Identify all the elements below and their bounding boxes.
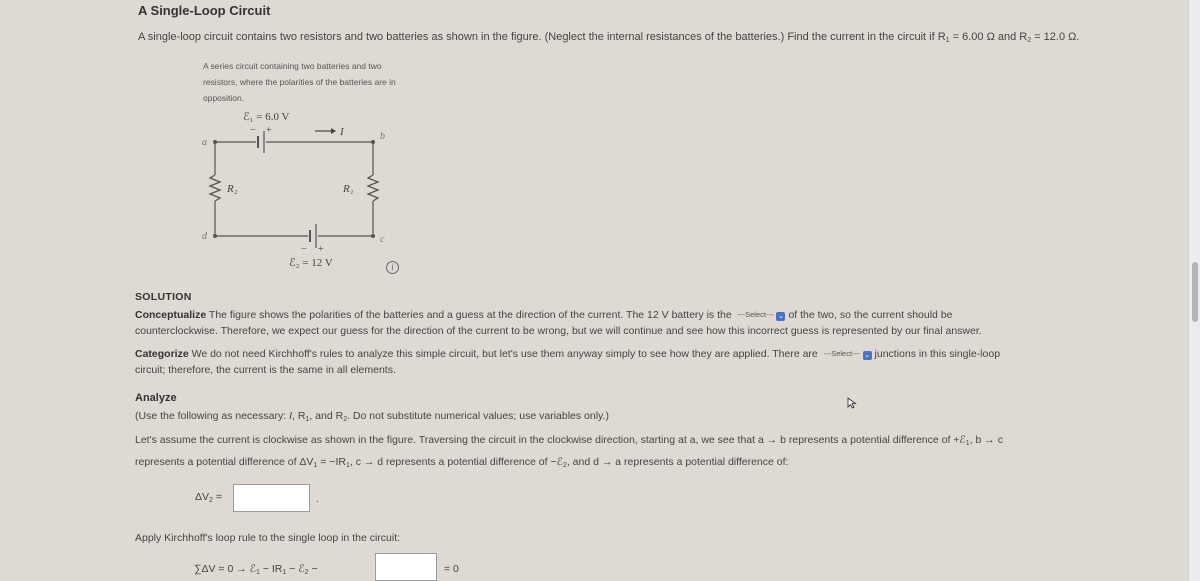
resistor-r1: [368, 175, 378, 201]
categorize-paragraph: Categorize We do not need Kirchhoff's rules to analyze this simple circuit, but let's use them anyway simply to see how they are applied. There are ---Select--- ⌄ junctions in this single-loop circuit; therefore, the current is the same in all elements.: [135, 348, 1001, 376]
battery1-plus: +: [266, 125, 272, 136]
node-c-label: c: [380, 234, 385, 245]
dv2-label: $\Delta V_2$ =: [195, 491, 222, 504]
info-icon[interactable]: i: [386, 261, 399, 274]
loop-equation: ∑ΔV = 0 → ℰ$_1$ − $IR_1$ − ℰ$_2$ −: [194, 563, 318, 576]
battery2-minus: −: [301, 244, 307, 255]
solution-heading: SOLUTION: [135, 291, 192, 303]
r2-label: R₂: [227, 183, 238, 195]
r1-label: R₁: [343, 183, 354, 195]
analyze-heading: Analyze: [135, 392, 177, 404]
loop-rule-text: Apply Kirchhoff's loop rule to the single loop in the circuit:: [135, 532, 401, 544]
page-title: A Single-Loop Circuit: [138, 3, 271, 18]
larger-smaller-select[interactable]: ---Select--- ⌄: [737, 310, 784, 320]
emf1-label: ℰ₁ = 6.0 V: [243, 111, 290, 123]
current-label: I: [340, 126, 344, 138]
problem-statement: A single-loop circuit contains two resistors and two batteries as shown in the figure. (Neglect the internal resistances of the batteries.) Find the current in the circuit if $R_1 = 6.00$ Ω and $R_2 = 12.0$ Ω.: [138, 31, 1080, 44]
scrollbar-thumb[interactable]: [1192, 262, 1198, 322]
figure-caption: A series circuit containing two batteries and two resistors, where the polarities of the batteries are in opposition.: [203, 61, 396, 103]
battery1-minus: −: [250, 125, 256, 136]
circuit-diagram: [195, 105, 395, 275]
assume-paragraph: Let's assume the current is clockwise as shown in the figure. Traversing the circuit in the clockwise direction, starting at a, we see that a → b represents a potential difference of +ℰ$_1$, b → c represents a potential difference of $\Delta V_1 = -IR_1$, c → d represents a potential difference of −ℰ$_2$, and d → a represents a potential difference of:: [135, 434, 1003, 469]
emf2-label: ℰ₂ = 12 V: [289, 257, 333, 269]
chevron-down-icon: ⌄: [778, 313, 784, 320]
mouse-cursor-icon: [847, 397, 857, 409]
battery2-plus: +: [318, 244, 324, 255]
junctions-count-select[interactable]: ---Select--- ⌄: [823, 349, 870, 359]
node-b-label: b: [380, 131, 385, 142]
node-d-label: d: [202, 231, 207, 242]
dv2-answer-input[interactable]: [233, 484, 310, 512]
conceptualize-paragraph: Conceptualize The figure shows the polarities of the batteries and a guess at the direction of the current. The 12 V battery is the ---Select--- ⌄ of the two, so the current should be counterclockwise. Therefore, we expect our guess for the direction of the current to be wrong, but we will continue and see how this incorrect guess is represented by our final answer.: [135, 309, 982, 337]
chevron-down-icon: ⌄: [864, 352, 870, 359]
variables-hint: (Use the following as necessary: I, $R_1$, and $R_2$. Do not substitute numerical values; use variables only.): [135, 410, 609, 423]
node-a-label: a: [202, 137, 207, 148]
equals-zero: = 0: [444, 563, 459, 575]
resistor-r2: [210, 175, 220, 201]
vertical-scrollbar[interactable]: [1188, 0, 1200, 581]
dv2-period: .: [316, 493, 319, 505]
loop-answer-input[interactable]: [375, 553, 437, 581]
current-arrow-head: [331, 128, 336, 134]
